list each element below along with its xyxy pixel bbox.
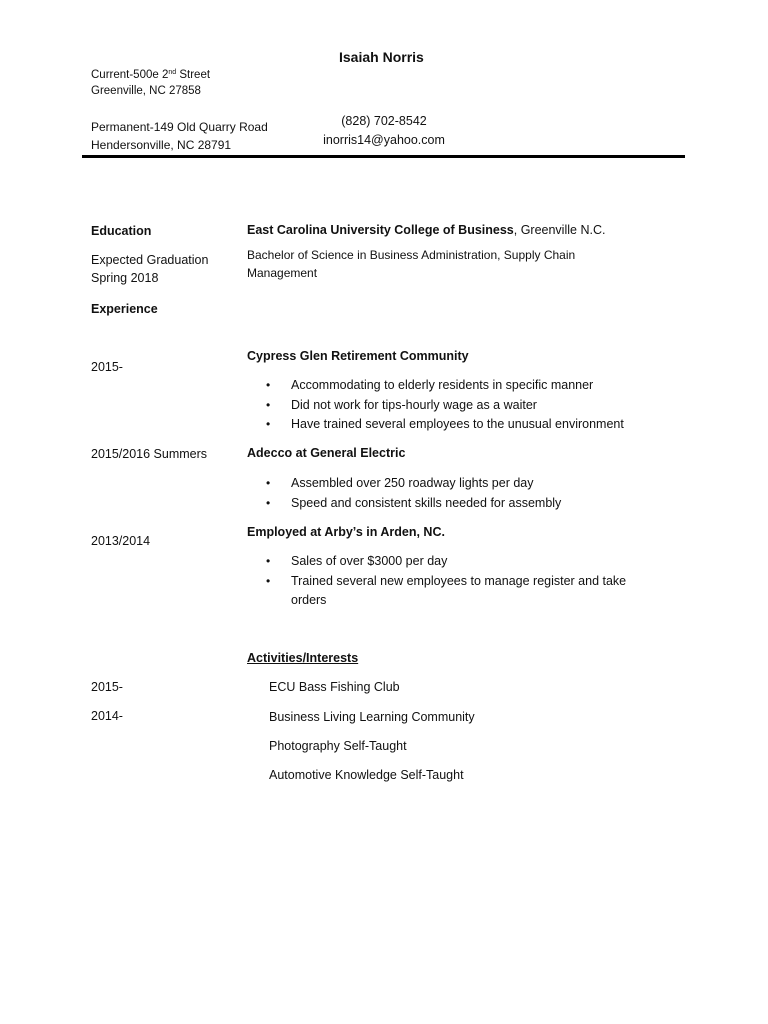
job-bullets <box>266 376 646 435</box>
graduation-label-line2: Spring 2018 <box>91 271 159 285</box>
list-item: • Sales of over $3000 per day <box>266 552 646 572</box>
current-address-line2: Greenville, NC 27858 <box>91 85 201 97</box>
education-school <box>247 221 605 239</box>
email-address: inorris14@yahoo.com <box>323 133 445 147</box>
experience-label: Experience <box>91 302 158 316</box>
activity-date: 2014- <box>91 709 123 723</box>
bullet-icon: • <box>266 495 271 510</box>
permanent-address <box>91 118 268 154</box>
current-address-line1: Current-500e 2nd Street <box>91 69 211 81</box>
list-item: • Did not work for tips-hourly wage as a waiter <box>266 396 646 416</box>
job-employer: Cypress Glen Retirement Community <box>247 349 469 363</box>
list-item: • Speed and consistent skills needed for assembly <box>266 494 646 514</box>
activity-date: 2015- <box>91 680 123 694</box>
bullet-icon: • <box>266 417 271 431</box>
bullet-icon: • <box>266 554 271 568</box>
contact-block <box>300 112 468 150</box>
list-item: • Accommodating to elderly residents in specific manner <box>266 376 646 396</box>
job-bullets <box>266 474 646 513</box>
school-name: East Carolina University College of Business <box>247 223 514 237</box>
bullet-icon: • <box>266 476 271 490</box>
permanent-address-line1: Permanent-149 Old Quarry Road <box>91 120 268 134</box>
job-date: 2015/2016 Summers <box>91 447 208 461</box>
permanent-address-line2: Hendersonville, NC 28791 <box>91 138 232 152</box>
bullet-icon: • <box>266 378 271 392</box>
graduation-label <box>91 251 208 287</box>
list-item: • Have trained several employees to the unusual environment <box>266 415 646 435</box>
bullet-icon: • <box>266 397 271 412</box>
header-divider <box>82 155 685 158</box>
job-employer: Adecco at General Electric <box>247 446 406 460</box>
activity-item: Photography Self-Taught <box>269 739 407 753</box>
phone-number: (828) 702-8542 <box>341 114 427 128</box>
activity-item: ECU Bass Fishing Club <box>269 680 400 694</box>
school-location: , Greenville N.C. <box>513 223 606 237</box>
job-employer: Employed at Arby’s in Arden, NC. <box>247 525 445 539</box>
degree-text: Bachelor of Science in Business Administration, Supply Chain Management <box>247 248 576 280</box>
activity-item: Automotive Knowledge Self-Taught <box>269 768 464 782</box>
activity-item: Business Living Learning Community <box>269 710 475 724</box>
list-item: • Trained several new employees to manage register and take orders <box>266 573 627 607</box>
education-label: Education <box>91 224 152 238</box>
job-date: 2013/2014 <box>91 534 151 548</box>
current-address <box>91 67 210 99</box>
activities-heading: Activities/Interests <box>247 651 359 665</box>
job-date: 2015- <box>91 360 123 374</box>
job-bullets <box>266 552 646 611</box>
graduation-label-line1: Expected Graduation <box>91 253 209 267</box>
bullet-icon: • <box>266 573 271 588</box>
candidate-name: Isaiah Norris <box>339 49 424 65</box>
list-item: • Assembled over 250 roadway lights per day <box>266 474 646 494</box>
